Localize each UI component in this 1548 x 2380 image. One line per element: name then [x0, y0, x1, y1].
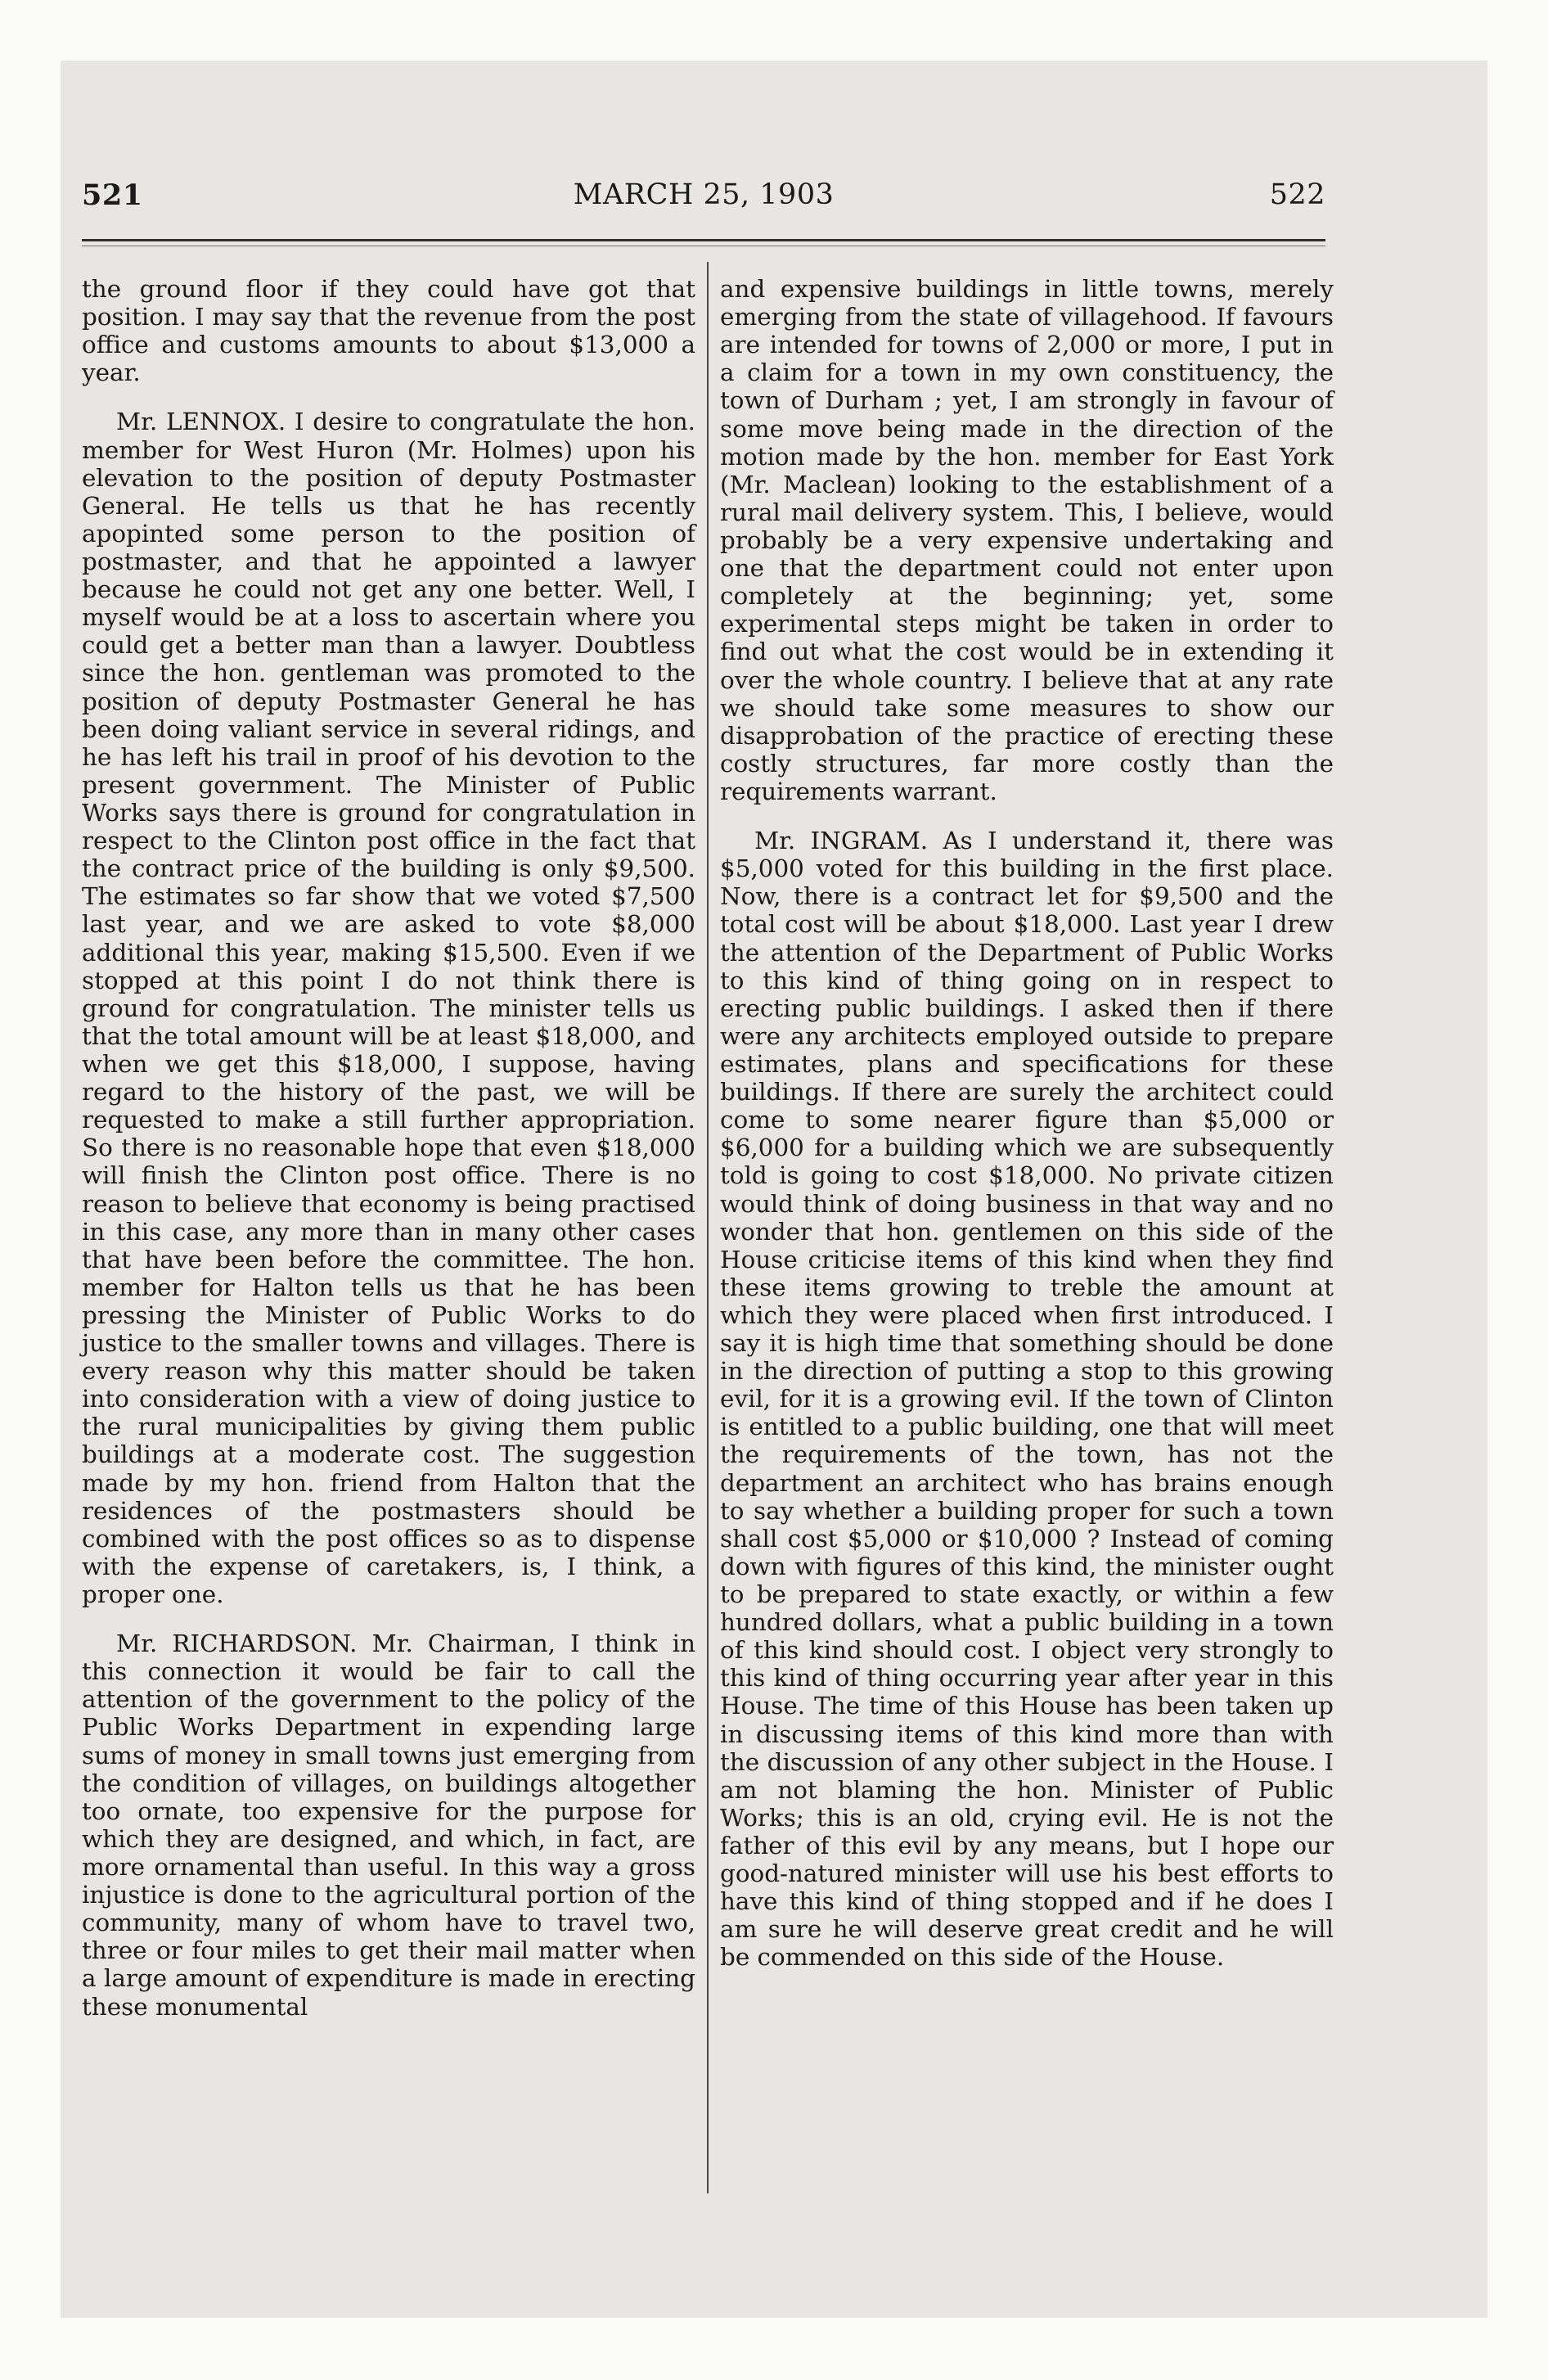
column-divider	[707, 262, 709, 2193]
page-number-right: 522	[1269, 178, 1325, 211]
paragraph	[82, 275, 695, 386]
speech-text: Mr. Chairman, I think in this connection it would be fair to call the attention of the government to the policy of the Public Works Department in expending large sums of money in small towns just emerging from the condition of villages, on buildings altogether too ornate, too expensive for the purpose for which they are designed, and which, in fact, are more ornamental than useful. In this way a gross injustice is done to the agricultural portion of the community, many of whom have to travel two, three or four miles to get their mail matter when a large amount of expenditure is made in erecting these monumental	[82, 1629, 695, 2021]
speaker-name: Mr. LENNOX.	[116, 408, 286, 436]
right-column	[720, 275, 1334, 1972]
speech-text: As I understand it, there was $5,000 voted for this building in the first place. Now, there is a contract let for $9,500 and the total cost will be about $18,000. Last year I drew the attention of the Department of Public Works to this kind of thing going on in respect to erecting public buildings. I asked then if there were any architects employed outside to prepare estimates, plans and specifications for these buildings. If there are surely the architect could come to some nearer figure than $5,000 or $6,000 for a building which we are subsequently told is going to cost $18,000. No private citizen would think of doing business in that way and no wonder that hon. gentlemen on this side of the House criticise items of this kind when they find these items growing to treble the amount at which they were placed when first introduced. I say it is high time that something should be done in the direction of putting a stop to this growing evil, for it is a growing evil. If the town of Clinton is entitled to a public building, one that will meet the requirements of the town, has not the department an architect who has brains enough to say whether a building proper for such a town shall cost $5,000 or $10,000 ? Instead of coming down with figures of this kind, the minister ought to be prepared to state exactly, or within a few hundred dollars, what a public building in a town of this kind should cost. I object very strongly to this kind of thing occurring year after year in this House. The time of this House has been taken up in discussing items of this kind more than with the discussion of any other subject in the House. I am not blaming the hon. Minister of Public Works; this is an old, crying evil. He is not the father of this evil by any means, but I hope our good-natured minister will use his best efforts to have this kind of thing stopped and if he does I am sure he will deserve great credit and he will be commended on this side of the House.	[720, 827, 1334, 1972]
header-rule	[82, 239, 1325, 241]
page-date: MARCH 25, 1903	[573, 178, 835, 211]
speech-paragraph	[720, 827, 1334, 1971]
speaker-name: Mr. INGRAM.	[754, 827, 929, 855]
paragraph	[720, 275, 1334, 805]
page-number-left: 521	[82, 178, 143, 212]
speech-paragraph	[82, 1629, 695, 2021]
paragraph-text: and expensive buildings in little towns, merely emerging from the state of villagehood. If favours are intended for towns of 2,000 or more, I put in a claim for a town in my own constituency, the town of Durham ; yet, I am strongly in favour of some move being made in the direction of the motion made by the hon. member for East York (Mr. Maclean) looking to the establishment of a rural mail delivery system. This, I believe, would probably be a very expensive undertaking and one that the department could not enter upon completely at the beginning; yet, some experimental steps might be taken in order to find out what the cost would be in extending it over the whole country. I believe that at any rate we should take some measures to show our disapprobation of the practice of erecting these costly structures, far more costly than the requirements warrant.	[720, 275, 1334, 805]
paragraph-text: the ground floor if they could have got that position. I may say that the revenue from the post office and customs amounts to about $13,000 a year.	[82, 275, 695, 387]
speech-text: I desire to congratulate the hon. member for West Huron (Mr. Holmes) upon his elevation to the position of deputy Postmaster General. He tells us that he has recently apopinted some person to the position of postmaster, and that he appointed a lawyer because he could not get any one better. Well, I myself would be at a loss to ascertain where you could get a better man than a lawyer. Doubtless since the hon. gentleman was promoted to the position of deputy Postmaster General he has been doing valiant service in several ridings, and he has left his trail in proof of his devotion to the present government. The Minister of Public Works says there is ground for congratulation in respect to the Clinton post office in the fact that the contract price of the building is only $9,500. The estimates so far show that we voted $7,500 last year, and we are asked to vote $8,000 additional this year, making $15,500. Even if we stopped at this point I do not think there is ground for congratulation. The minister tells us that the total amount will be at least $18,000, and when we get this $18,000, I suppose, having regard to the history of the past, we will be requested to make a still further appropriation. So there is no reasonable hope that even $18,000 will finish the Clinton post office. There is no reason to believe that economy is being practised in this case, any more than in many other cases that have been before the committee. The hon. member for Halton tells us that he has been pressing the Minister of Public Works to do justice to the smaller towns and villages. There is every reason why this matter should be taken into consideration with a view of doing justice to the rural municipalities by giving them public buildings at a moderate cost. The suggestion made by my hon. friend from Halton that the residences of the postmasters should be combined with the post offices so as to dispense with the expense of caretakers, is, I think, a proper one.	[82, 408, 695, 1609]
left-column	[82, 275, 695, 2021]
speaker-name: Mr. RICHARDSON.	[116, 1629, 358, 1658]
page-header	[82, 178, 1325, 219]
speech-paragraph	[82, 408, 695, 1608]
